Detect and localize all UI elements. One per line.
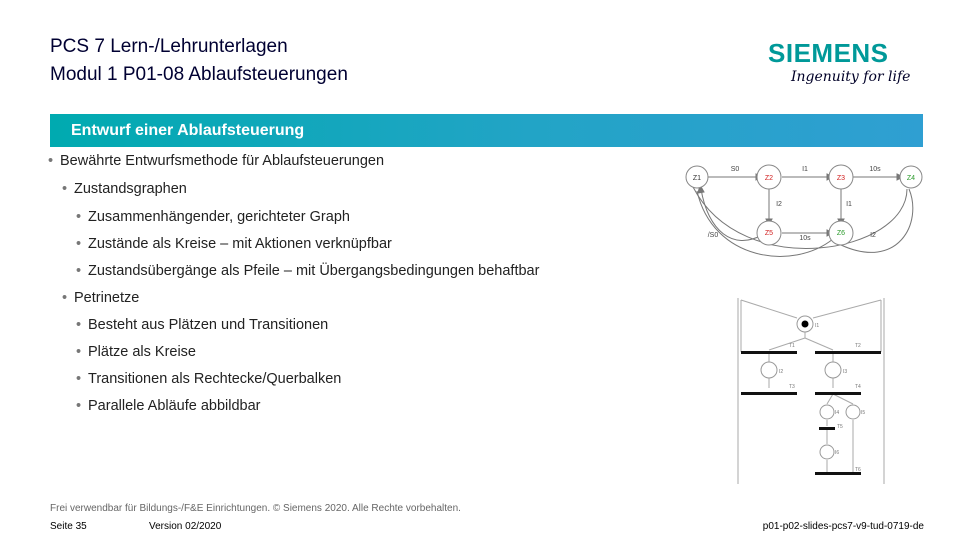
bullet-item: • Zustandsgraphen bbox=[62, 181, 187, 197]
logo-slogan: Ingenuity for life bbox=[791, 69, 911, 85]
petri-transition bbox=[741, 392, 797, 395]
place-label: I1 bbox=[815, 323, 820, 329]
slide-title-line1: PCS 7 Lern-/Lehrunterlagen bbox=[50, 36, 288, 57]
state-label: Z2 bbox=[764, 175, 774, 182]
copyright-note: Frei verwendbar für Bildungs-/F&E Einrichtungen. © Siemens 2020. Alle Rechte vorbehalten. bbox=[50, 503, 461, 514]
state-label: Z4 bbox=[906, 175, 916, 182]
petri-transition bbox=[815, 392, 861, 395]
state-label: Z1 bbox=[692, 175, 702, 182]
transition-label: I1 bbox=[846, 201, 852, 208]
state-label: Z6 bbox=[836, 230, 846, 237]
bullet-text: Besteht aus Plätzen und Transitionen bbox=[88, 317, 329, 333]
bullet-item: • Zustände als Kreise – mit Aktionen verknüpfbar bbox=[76, 236, 392, 252]
petri-place bbox=[846, 405, 860, 419]
petri-place bbox=[825, 362, 841, 378]
bullet-item: • Transitionen als Rechtecke/Querbalken bbox=[76, 371, 342, 387]
logo-wordmark: SIEMENS bbox=[768, 38, 889, 68]
bullet-item: • Besteht aus Plätzen und Transitionen bbox=[76, 317, 329, 333]
petri-token bbox=[802, 321, 809, 328]
page-number: Seite 35 bbox=[50, 521, 87, 532]
bullet-text: Transitionen als Rechtecke/Querbalken bbox=[88, 371, 342, 387]
bullet-item: • Plätze als Kreise bbox=[76, 344, 196, 360]
petri-transition bbox=[819, 427, 835, 430]
transition-label: T3 bbox=[789, 384, 795, 390]
section-banner bbox=[50, 114, 923, 147]
petri-place bbox=[820, 405, 834, 419]
version-label: Version 02/2020 bbox=[149, 521, 222, 532]
bullet-item: • Petrinetze bbox=[62, 290, 140, 306]
bullet-text: Plätze als Kreise bbox=[88, 344, 196, 360]
transition-label: T1 bbox=[789, 343, 795, 349]
transition-label: S0 bbox=[730, 166, 740, 173]
transition-label: T2 bbox=[855, 343, 861, 349]
petri-transition bbox=[741, 351, 797, 354]
siemens-logo bbox=[768, 40, 918, 88]
bullet-item: • Zusammenhängender, gerichteter Graph bbox=[76, 209, 350, 225]
place-label: I6 bbox=[835, 450, 840, 456]
bullet-text: Parallele Abläufe abbildbar bbox=[88, 398, 261, 414]
transition-label: T6 bbox=[855, 467, 861, 473]
place-label: I3 bbox=[843, 369, 848, 375]
state-label: Z3 bbox=[836, 175, 846, 182]
transition-label: I1 bbox=[802, 166, 808, 173]
transition-label: T5 bbox=[837, 424, 843, 430]
transition-label: I2 bbox=[870, 232, 876, 239]
transition-label: T4 bbox=[855, 384, 861, 390]
state-label: Z5 bbox=[764, 230, 774, 237]
state-graph-figure bbox=[683, 153, 925, 281]
place-label: I2 bbox=[779, 369, 784, 375]
transition-label: I2 bbox=[776, 201, 782, 208]
place-label: I5 bbox=[861, 410, 866, 416]
bullet-item: • Parallele Abläufe abbildbar bbox=[76, 398, 261, 414]
slide-title-line2: Modul 1 P01-08 Ablaufsteuerungen bbox=[50, 64, 348, 85]
place-label: I4 bbox=[835, 410, 840, 416]
bullet-item: • Bewährte Entwurfsmethode für Ablaufsteuerungen bbox=[48, 153, 385, 169]
bullet-text: Zustandsgraphen bbox=[74, 181, 187, 197]
banner-title: Entwurf einer Ablaufsteuerung bbox=[71, 122, 305, 139]
bullet-text: Zusammenhängender, gerichteter Graph bbox=[88, 209, 350, 225]
petri-place bbox=[820, 445, 834, 459]
transition-label: /S0 bbox=[707, 232, 719, 239]
transition-label: 10s bbox=[799, 235, 811, 242]
petri-net-figure bbox=[735, 296, 887, 486]
bullet-text: Zustandsübergänge als Pfeile – mit Übergangsbedingungen behaftbar bbox=[88, 263, 540, 279]
file-name: p01-p02-slides-pcs7-v9-tud-0719-de bbox=[762, 521, 924, 532]
bullet-text: Bewährte Entwurfsmethode für Ablaufsteuerungen bbox=[60, 153, 385, 169]
petri-place bbox=[761, 362, 777, 378]
bullet-item: • Zustandsübergänge als Pfeile – mit Übergangsbedingungen behaftbar bbox=[76, 263, 540, 279]
bullet-text: Petrinetze bbox=[74, 290, 140, 306]
petri-transition bbox=[815, 351, 881, 354]
bullet-text: Zustände als Kreise – mit Aktionen verknüpfbar bbox=[88, 236, 392, 252]
transition-label: 10s bbox=[869, 166, 881, 173]
